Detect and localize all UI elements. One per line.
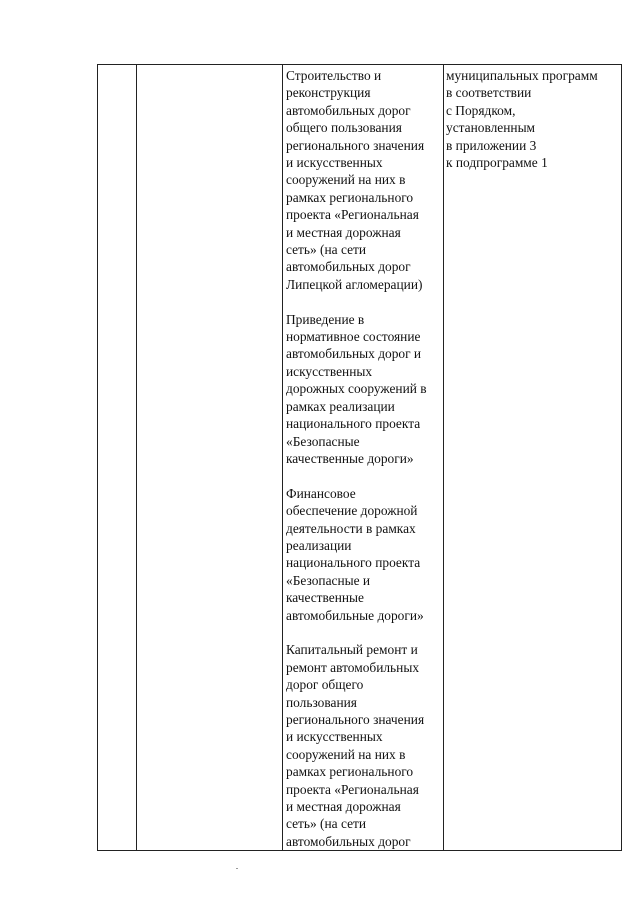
activity-entry: Финансовое обеспечение дорожной деятельности в рамках реализации национального проекта «Безопасные и качественные автомобильные дороги» xyxy=(286,485,424,623)
document-table xyxy=(97,64,622,851)
table-cell-number xyxy=(98,65,137,851)
table-row xyxy=(98,65,622,851)
activity-entry: Строительство и реконструкция автомобильных дорог общего пользования регионального значения и искусственных сооружений на них в рамках регионального проекта «Региональная и местная дорожная сеть» (на сети автомобильных дорог Липецкой агломерации) xyxy=(286,68,425,292)
activity-entry: Приведение в нормативное состояние автомобильных дорог и искусственных дорожных сооружений в рамках реализации национального проекта «Безопасные качественные дороги» xyxy=(286,311,427,466)
table-cell-activities xyxy=(283,65,444,851)
activities-list xyxy=(283,65,443,850)
table-cell-procedure xyxy=(444,65,622,851)
table-cell-name xyxy=(137,65,283,851)
activity-entry: Капитальный ремонт и ремонт автомобильных дорог общего пользования регионального значения и искусственных сооружений на них в рамках регионального проекта «Региональная и местная дорожная сеть» (на сети автомобильных дорог xyxy=(286,642,425,849)
scan-dot xyxy=(236,868,238,869)
procedure-text: муниципальных программ в соответствии с Порядком, установленным в приложении 3 к подпрограмме 1 xyxy=(446,68,598,171)
